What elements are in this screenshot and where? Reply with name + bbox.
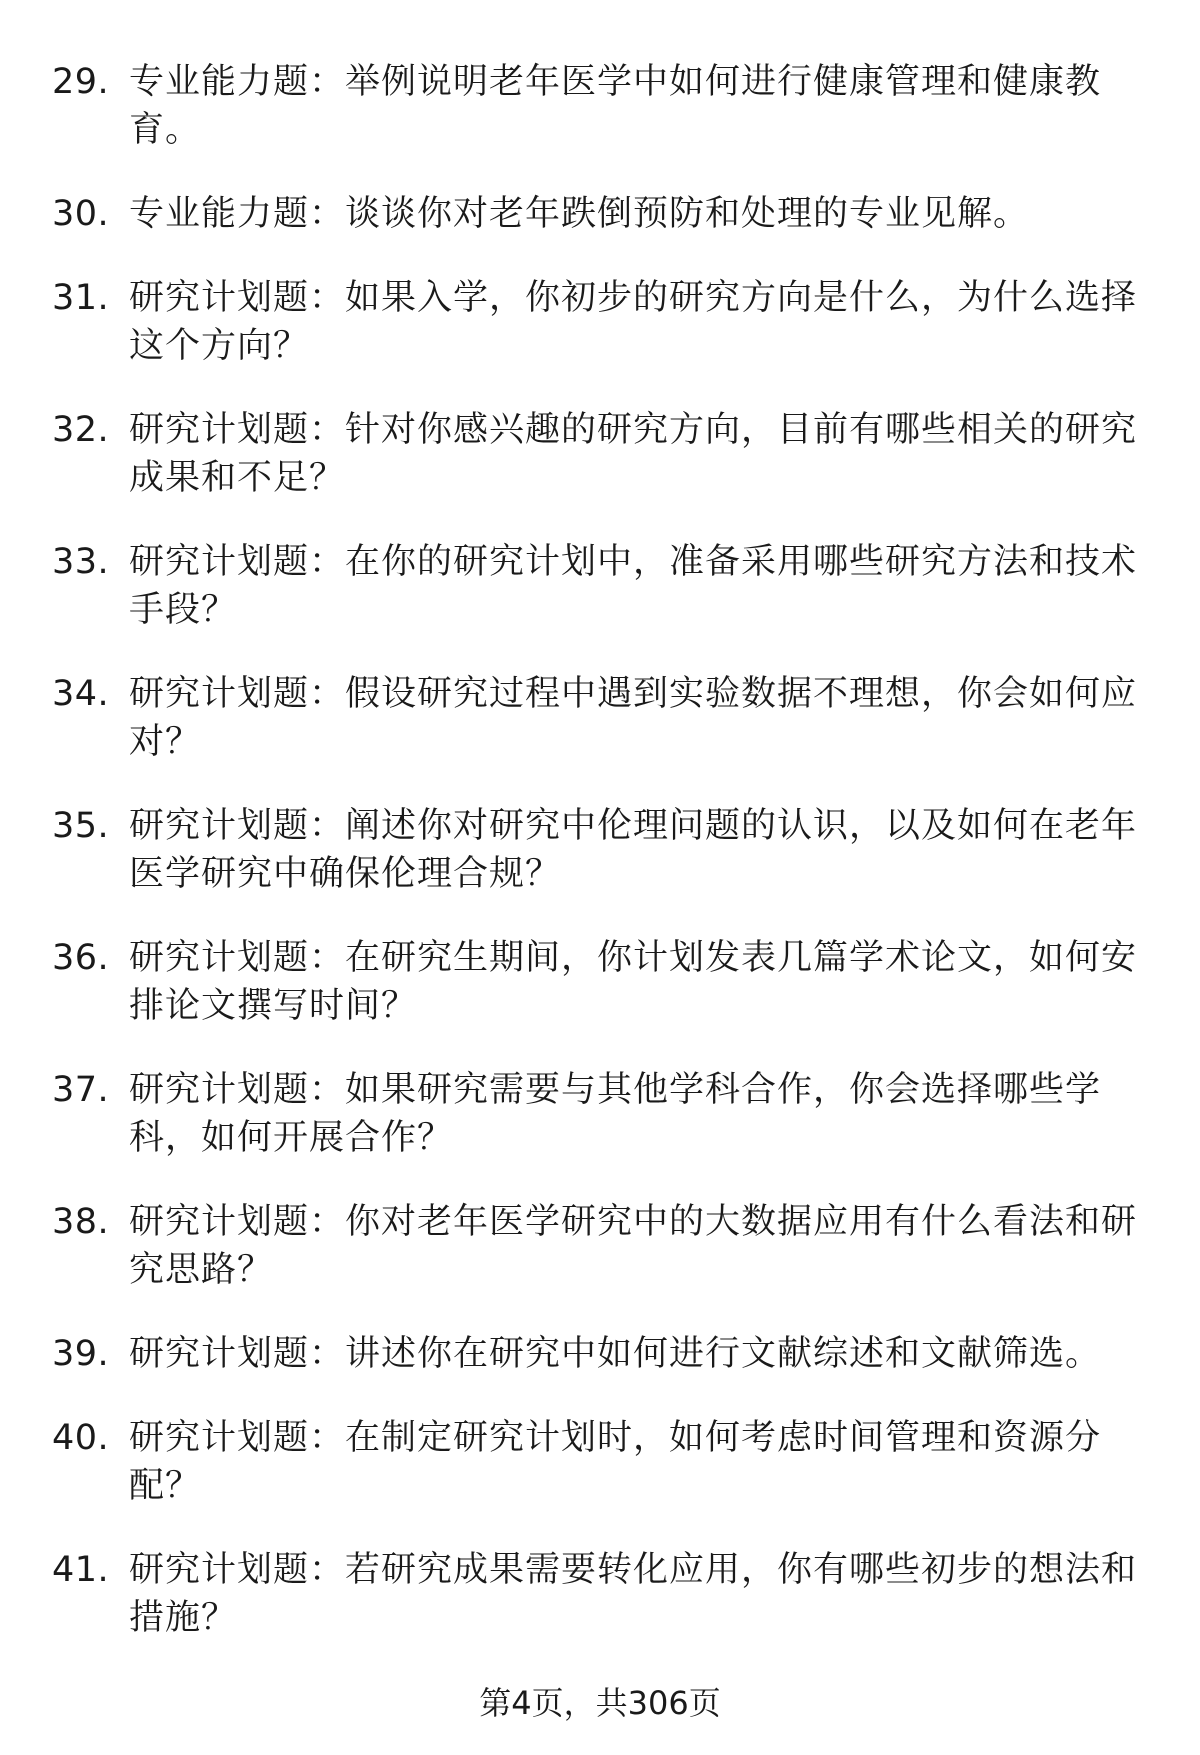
- question-text: 专业能力题：举例说明老年医学中如何进行健康管理和健康教育。: [129, 62, 1102, 150]
- question-item: [52, 58, 1152, 154]
- question-text: 研究计划题：如果研究需要与其他学科合作，你会选择哪些学科，如何开展合作？: [129, 1070, 1102, 1158]
- question-text: 研究计划题：假设研究过程中遇到实验数据不理想，你会如何应对？: [129, 674, 1138, 762]
- question-item: [52, 934, 1152, 1030]
- question-item: [52, 274, 1152, 370]
- question-text: 专业能力题：谈谈你对老年跌倒预防和处理的专业见解。: [129, 194, 1030, 234]
- question-text: 研究计划题：针对你感兴趣的研究方向，目前有哪些相关的研究成果和不足？: [129, 410, 1138, 498]
- question-number: 29.: [52, 62, 110, 102]
- question-number: 41.: [52, 1550, 110, 1590]
- question-item: [52, 1066, 1152, 1162]
- question-text: 研究计划题：你对老年医学研究中的大数据应用有什么看法和研究思路？: [129, 1202, 1138, 1290]
- question-number: 39.: [52, 1334, 110, 1374]
- question-text: 研究计划题：讲述你在研究中如何进行文献综述和文献筛选。: [129, 1334, 1102, 1374]
- question-text: 研究计划题：在制定研究计划时，如何考虑时间管理和资源分配？: [129, 1418, 1102, 1506]
- question-number: 40.: [52, 1418, 110, 1458]
- question-number: 30.: [52, 194, 110, 234]
- question-item: [52, 670, 1152, 766]
- question-item: [52, 802, 1152, 898]
- question-list: [52, 58, 1152, 1678]
- question-item: [52, 1330, 1152, 1378]
- question-item: [52, 406, 1152, 502]
- question-text: 研究计划题：阐述你对研究中伦理问题的认识，以及如何在老年医学研究中确保伦理合规？: [129, 806, 1138, 894]
- question-item: [52, 1198, 1152, 1294]
- question-number: 38.: [52, 1202, 110, 1242]
- question-number: 36.: [52, 938, 110, 978]
- question-number: 33.: [52, 542, 110, 582]
- question-text: 研究计划题：如果入学，你初步的研究方向是什么，为什么选择这个方向？: [129, 278, 1138, 366]
- question-text: 研究计划题：若研究成果需要转化应用，你有哪些初步的想法和措施？: [129, 1550, 1138, 1638]
- question-number: 35.: [52, 806, 110, 846]
- question-number: 37.: [52, 1070, 110, 1110]
- page-footer: [0, 1683, 1200, 1723]
- question-item: [52, 538, 1152, 634]
- question-item: [52, 190, 1152, 238]
- question-item: [52, 1414, 1152, 1510]
- question-number: 31.: [52, 278, 110, 318]
- question-number: 34.: [52, 674, 110, 714]
- question-number: 32.: [52, 410, 110, 450]
- question-text: 研究计划题：在你的研究计划中，准备采用哪些研究方法和技术手段？: [129, 542, 1138, 630]
- page-number-label: 第4页，共306页: [479, 1684, 721, 1722]
- question-item: [52, 1546, 1152, 1642]
- question-text: 研究计划题：在研究生期间，你计划发表几篇学术论文，如何安排论文撰写时间？: [129, 938, 1138, 1026]
